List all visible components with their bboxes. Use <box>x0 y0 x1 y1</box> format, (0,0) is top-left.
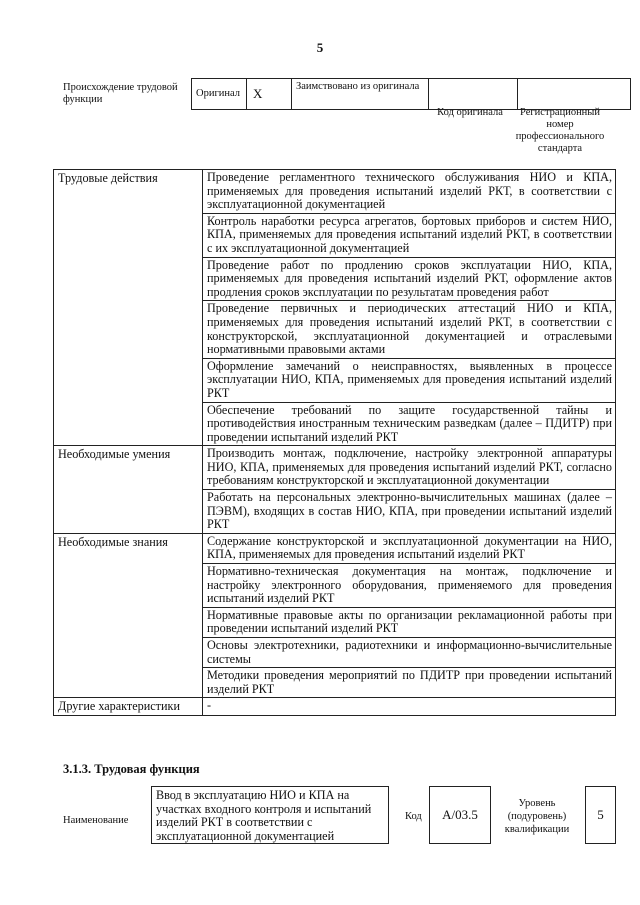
original-code-cell <box>429 79 518 110</box>
row-item: Работать на персональных электронно-вычислительных машинах (далее – ПЭВМ), входящих в состав НИО, КПА, при проведении испытаний изделий РКТ <box>203 490 616 534</box>
requirements-table <box>53 169 616 716</box>
table-row <box>54 446 616 490</box>
row-label: Другие характеристики <box>54 698 203 716</box>
table-row <box>54 533 616 563</box>
row-item: Контроль наработки ресурса агрегатов, бортовых приборов и систем НИО, КПА, применяемых для проведения испытаний изделий РКТ, в соответствии с их эксплуатационной документацией <box>203 213 616 257</box>
original-cell: Оригинал <box>192 79 247 110</box>
code-caption: Код оригинала <box>437 107 503 118</box>
borrowed-cell: Заимствовано из оригинала <box>292 79 429 110</box>
table-row <box>54 698 616 716</box>
row-item: Проведение первичных и периодических аттестаций НИО и КПА, применяемых для проведения испытаний изделий РКТ, в соответствии с конструкторской, эксплуатационной документацией и отраслевыми нормативными правовыми актами <box>203 301 616 358</box>
origin-table <box>191 78 631 110</box>
row-item: Оформление замечаний о неисправностях, выявленных в процессе эксплуатации НИО, КПА, применяемых для проведения испытаний изделий РКТ <box>203 358 616 402</box>
row-item: Нормативно-техническая документация на монтаж, подключение и настройку электронного оборудования, применяемого для проведения испытаний изделий РКТ <box>203 564 616 608</box>
name-label: Наименование <box>63 815 129 826</box>
code-label: Код <box>405 811 422 822</box>
row-label: Трудовые действия <box>54 170 203 446</box>
row-label: Необходимые умения <box>54 446 203 534</box>
origin-label: Происхождение трудовой функции <box>63 82 178 105</box>
row-item: Проведение регламентного технического обслуживания НИО и КПА, применяемых для проведения испытаний изделий РКТ, в соответствии с эксплуатационной документацией <box>203 170 616 214</box>
page-number: 5 <box>316 40 324 55</box>
row-item: Проведение работ по продлению сроков эксплуатации НИО, КПА, применяемых для проведения испытаний изделий РКТ, оформление актов продления сроков эксплуатации по результатам проведения работ <box>203 257 616 301</box>
row-item: Производить монтаж, подключение, настройку электронной аппаратуры НИО, КПА, применяемых для проведения испытаний изделий РКТ, согласно требованиям конструкторской и эксплуатационной документации <box>203 446 616 490</box>
function-name: Ввод в эксплуатацию НИО и КПА на участках входного контроля и испытаний изделий РКТ в соответствии с эксплуатационной документацией <box>151 786 389 844</box>
row-item: Содержание конструкторской и эксплуатационной документации на НИО, КПА, применяемых для проведения испытаний изделий РКТ <box>203 533 616 563</box>
registration-number-cell <box>518 79 631 110</box>
section-title: 3.1.3. Трудовая функция <box>63 762 200 776</box>
row-item: Основы электротехники, радиотехники и информационно-вычислительные системы <box>203 638 616 668</box>
row-label: Необходимые знания <box>54 533 203 698</box>
row-item: Нормативные правовые акты по организации рекламационной работы при проведении испытаний изделий РКТ <box>203 607 616 637</box>
row-item: Обеспечение требований по защите государственной тайны и противодействия иностранным техническим разведкам (далее – ПДИТР) при проведении испытаний изделий РКТ <box>203 402 616 446</box>
level-label: Уровень (подуровень) квалификации <box>504 798 570 835</box>
row-item: - <box>203 698 616 716</box>
registration-caption: Регистрационный номер профессионального стандарта <box>515 107 605 154</box>
original-mark: X <box>247 79 292 110</box>
function-code: А/03.5 <box>429 786 491 844</box>
table-row <box>54 170 616 214</box>
qualification-level: 5 <box>585 786 616 844</box>
row-item: Методики проведения мероприятий по ПДИТР при проведении испытаний изделий РКТ <box>203 668 616 698</box>
